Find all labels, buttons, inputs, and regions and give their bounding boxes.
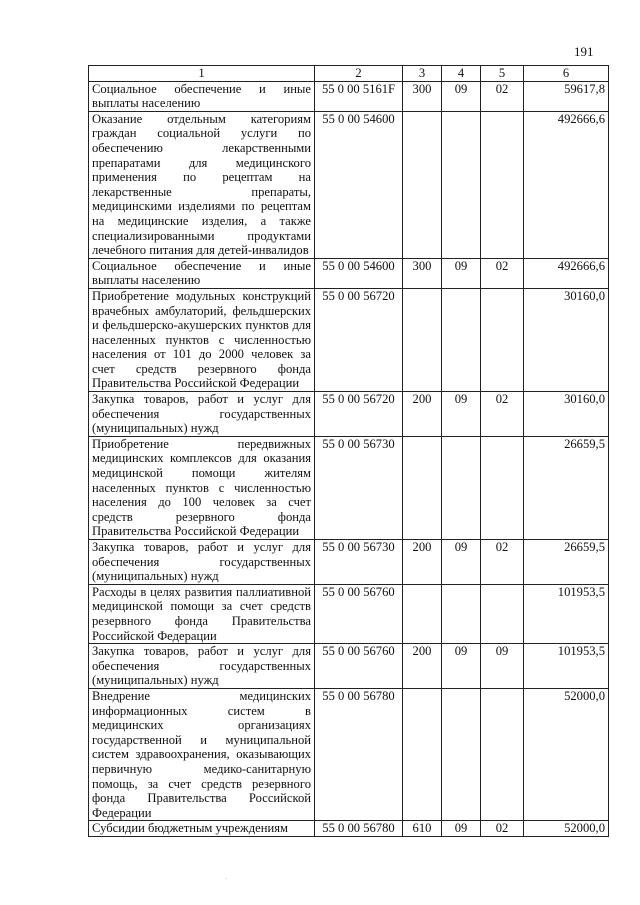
row-code-cell: 55 0 00 56760 <box>315 644 403 689</box>
row-rz-cell: 09 <box>442 258 481 288</box>
row-vr-cell: 200 <box>403 392 442 437</box>
row-pr-cell <box>481 111 524 258</box>
table-row <box>89 81 609 111</box>
row-vr-cell <box>403 688 442 820</box>
table-row <box>89 584 609 643</box>
column-header: 3 <box>403 66 442 82</box>
row-vr-cell <box>403 111 442 258</box>
row-rz-cell <box>442 584 481 643</box>
row-code-cell: 55 0 00 5161F <box>315 81 403 111</box>
row-amount-cell: 30160,0 <box>524 288 609 391</box>
row-pr-cell: 02 <box>481 540 524 585</box>
row-code-cell: 55 0 00 56760 <box>315 584 403 643</box>
row-name-cell: Закупка товаров, работ и услуг для обеспечения государственных (муниципальных) нужд <box>89 644 315 689</box>
scan-dot <box>226 878 227 879</box>
row-rz-cell <box>442 688 481 820</box>
row-name-cell: Закупка товаров, работ и услуг для обеспечения государственных (муниципальных) нужд <box>89 392 315 437</box>
row-amount-cell: 59617,8 <box>524 81 609 111</box>
table-row <box>89 688 609 820</box>
row-amount-cell: 492666,6 <box>524 111 609 258</box>
row-amount-cell: 101953,5 <box>524 644 609 689</box>
page-number: 191 <box>574 44 594 59</box>
row-pr-cell: 02 <box>481 392 524 437</box>
row-amount-cell: 52000,0 <box>524 821 609 837</box>
table-row <box>89 436 609 539</box>
row-rz-cell: 09 <box>442 821 481 837</box>
row-name-cell: Внедрение медицинских информационных систем в медицинских организациях государственной и муниципальной систем здравоохранения, оказывающих первичную медико-санитарную помощь, за счет средств резервного фонда Правительства Российской Федерации <box>89 688 315 820</box>
table-row <box>89 821 609 837</box>
row-code-cell: 55 0 00 56780 <box>315 821 403 837</box>
row-name-cell: Закупка товаров, работ и услуг для обеспечения государственных (муниципальных) нужд <box>89 540 315 585</box>
row-amount-cell: 26659,5 <box>524 436 609 539</box>
row-vr-cell: 610 <box>403 821 442 837</box>
row-pr-cell: 02 <box>481 81 524 111</box>
row-vr-cell: 300 <box>403 258 442 288</box>
row-code-cell: 55 0 00 54600 <box>315 258 403 288</box>
row-name-cell: Расходы в целях развития паллиативной медицинской помощи за счет средств резервного фонда Правительства Российской Федерации <box>89 584 315 643</box>
row-name-cell: Приобретение передвижных медицинских комплексов для оказания медицинской помощи жителям населенных пунктов с численностью населения до 100 человек за счет средств резервного фонда Правительства Российской Федерации <box>89 436 315 539</box>
row-pr-cell: 09 <box>481 644 524 689</box>
table-row <box>89 111 609 258</box>
row-amount-cell: 101953,5 <box>524 584 609 643</box>
column-header: 4 <box>442 66 481 82</box>
row-rz-cell: 09 <box>442 644 481 689</box>
row-name-cell: Приобретение модульных конструкций врачебных амбулаторий, фельдшерских и фельдшерско-акушерских пунктов для населенных пунктов с численностью населения от 101 до 2000 человек за счет средств резервного фонда Правительства Российской Федерации <box>89 288 315 391</box>
row-pr-cell <box>481 288 524 391</box>
table-row <box>89 644 609 689</box>
row-vr-cell: 300 <box>403 81 442 111</box>
row-rz-cell: 09 <box>442 392 481 437</box>
row-amount-cell: 26659,5 <box>524 540 609 585</box>
row-name-cell: Субсидии бюджетным учреждениям <box>89 821 315 837</box>
table-body <box>89 81 609 836</box>
row-amount-cell: 52000,0 <box>524 688 609 820</box>
row-pr-cell: 02 <box>481 821 524 837</box>
row-name-cell: Социальное обеспечение и иные выплаты населению <box>89 81 315 111</box>
column-header: 2 <box>315 66 403 82</box>
row-code-cell: 55 0 00 56720 <box>315 288 403 391</box>
row-pr-cell: 02 <box>481 258 524 288</box>
row-vr-cell <box>403 584 442 643</box>
column-header: 6 <box>524 66 609 82</box>
row-vr-cell: 200 <box>403 644 442 689</box>
row-pr-cell <box>481 436 524 539</box>
row-vr-cell: 200 <box>403 540 442 585</box>
row-code-cell: 55 0 00 56720 <box>315 392 403 437</box>
row-code-cell: 55 0 00 54600 <box>315 111 403 258</box>
table-header-row <box>89 66 609 82</box>
budget-table <box>88 65 609 837</box>
row-vr-cell <box>403 436 442 539</box>
row-rz-cell: 09 <box>442 81 481 111</box>
row-name-cell: Оказание отдельным категориям граждан социальной услуги по обеспечению лекарственными препаратами для медицинского применения по рецептам на лекарственные препараты, медицинскими изделиями по рецептам на медицинские изделия, а также специализированными продуктами лечебного питания для детей-инвалидов <box>89 111 315 258</box>
column-header: 5 <box>481 66 524 82</box>
row-pr-cell <box>481 584 524 643</box>
row-vr-cell <box>403 288 442 391</box>
row-pr-cell <box>481 688 524 820</box>
column-header: 1 <box>89 66 315 82</box>
row-code-cell: 55 0 00 56730 <box>315 540 403 585</box>
row-code-cell: 55 0 00 56780 <box>315 688 403 820</box>
row-amount-cell: 30160,0 <box>524 392 609 437</box>
row-name-cell: Социальное обеспечение и иные выплаты населению <box>89 258 315 288</box>
table-row <box>89 258 609 288</box>
table-row <box>89 288 609 391</box>
row-rz-cell: 09 <box>442 540 481 585</box>
row-rz-cell <box>442 436 481 539</box>
row-rz-cell <box>442 111 481 258</box>
row-amount-cell: 492666,6 <box>524 258 609 288</box>
row-code-cell: 55 0 00 56730 <box>315 436 403 539</box>
table-row <box>89 540 609 585</box>
table-row <box>89 392 609 437</box>
row-rz-cell <box>442 288 481 391</box>
